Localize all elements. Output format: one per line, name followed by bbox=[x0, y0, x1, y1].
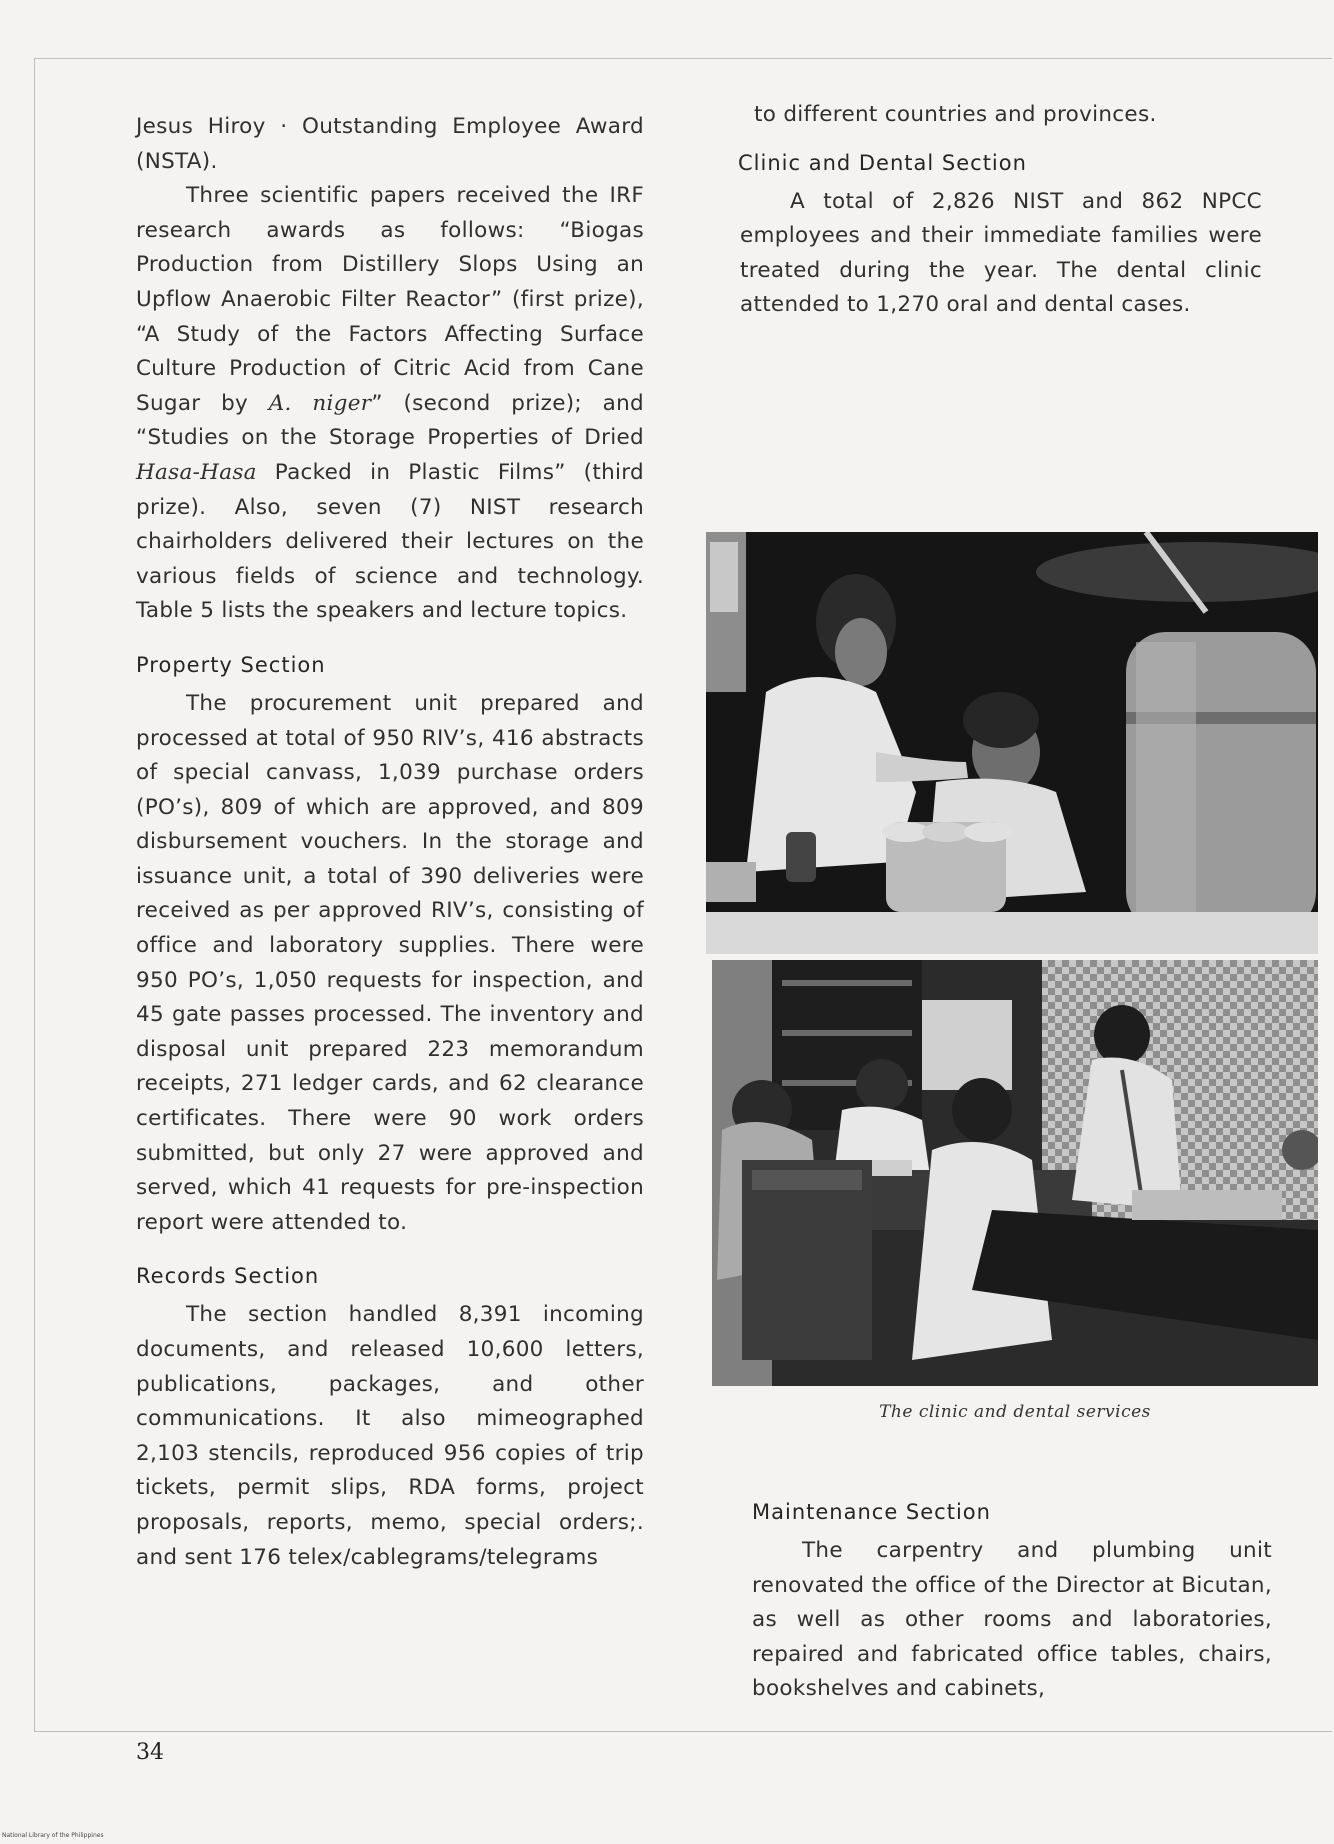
irf-italic-fish: Hasa-Hasa bbox=[136, 459, 257, 485]
irf-text-b: ” (second prize); and “Studies on the Storage Properties of Dried bbox=[136, 390, 644, 451]
maintenance-section-heading: Maintenance Section bbox=[752, 1500, 991, 1524]
irf-italic-species: A. niger bbox=[268, 390, 372, 416]
clinic-section-heading: Clinic and Dental Section bbox=[738, 150, 1027, 175]
award-line: Jesus Hiroy · Outstanding Employee Award (NSTA). bbox=[136, 114, 644, 174]
dental-treatment-photo bbox=[706, 532, 1318, 954]
irf-text-a: Three scientific papers received the IRF research awards as follows: “Biogas Production from Distillery Slops Using an Upflow Anaerobic Filter Reactor” (first prize), “A Study of the Factors Affecting Surface Culture Production of Citric Acid from Cane Sugar by bbox=[136, 183, 644, 416]
clinic-office-photo bbox=[712, 960, 1318, 1386]
records-section-heading: Records Section bbox=[136, 1264, 320, 1289]
maintenance-column bbox=[752, 1500, 1272, 1707]
records-section-text: The section handled 8,391 incoming documents, and released 10,600 letters, publications, packages, and other communications. It also mimeographed 2,103 stencils, reproduced 956 copies of trip tickets, permit slips, RDA forms, project proposals, reports, memo, special orders;. and sent 176 telex/cablegrams/telegrams bbox=[136, 1302, 644, 1570]
footer-credit: National Library of the Philippines bbox=[2, 1832, 104, 1839]
irf-paragraph bbox=[136, 179, 644, 629]
property-section-heading: Property Section bbox=[136, 652, 326, 677]
irf-text-c: Packed in Plastic Films” (third prize). Also, seven (7) NIST research chairholders delivered their lectures on the various fields of science and technology. Table 5 lists the speakers and lecture topics. bbox=[136, 459, 644, 624]
continuation-line: to different countries and provinces. bbox=[754, 102, 1157, 127]
right-column bbox=[740, 98, 1262, 323]
clinic-section-text: A total of 2,826 NIST and 862 NPCC employees and their immediate families were treated during the year. The dental clinic attended to 1,270 oral and dental cases. bbox=[740, 188, 1262, 318]
maintenance-section-text: The carpentry and plumbing unit renovated the office of the Director at Bicutan, as well as other rooms and laboratories, repaired and fabricated office tables, chairs, bookshelves and cabinets, bbox=[752, 1538, 1272, 1702]
page-number: 34 bbox=[136, 1740, 164, 1765]
left-column bbox=[136, 110, 644, 1575]
property-section-text: The procurement unit prepared and processed at total of 950 RIV’s, 416 abstracts of special canvass, 1,039 purchase orders (PO’s), 809 of which are approved, and 809 disbursement vouchers. In the storage and issuance unit, a total of 390 deliveries were received as per approved RIV’s, consisting of office and laboratory supplies. There were 950 PO’s, 1,050 requests for inspection, and 45 gate passes processed. The inventory and disposal unit prepared 223 memorandum receipts, 271 ledger cards, and 62 clearance certificates. There were 90 work orders submitted, but only 27 were approved and served, which 41 requests for pre-inspection report were attended to. bbox=[136, 690, 644, 1235]
photo-caption: The clinic and dental services bbox=[879, 1402, 1151, 1422]
